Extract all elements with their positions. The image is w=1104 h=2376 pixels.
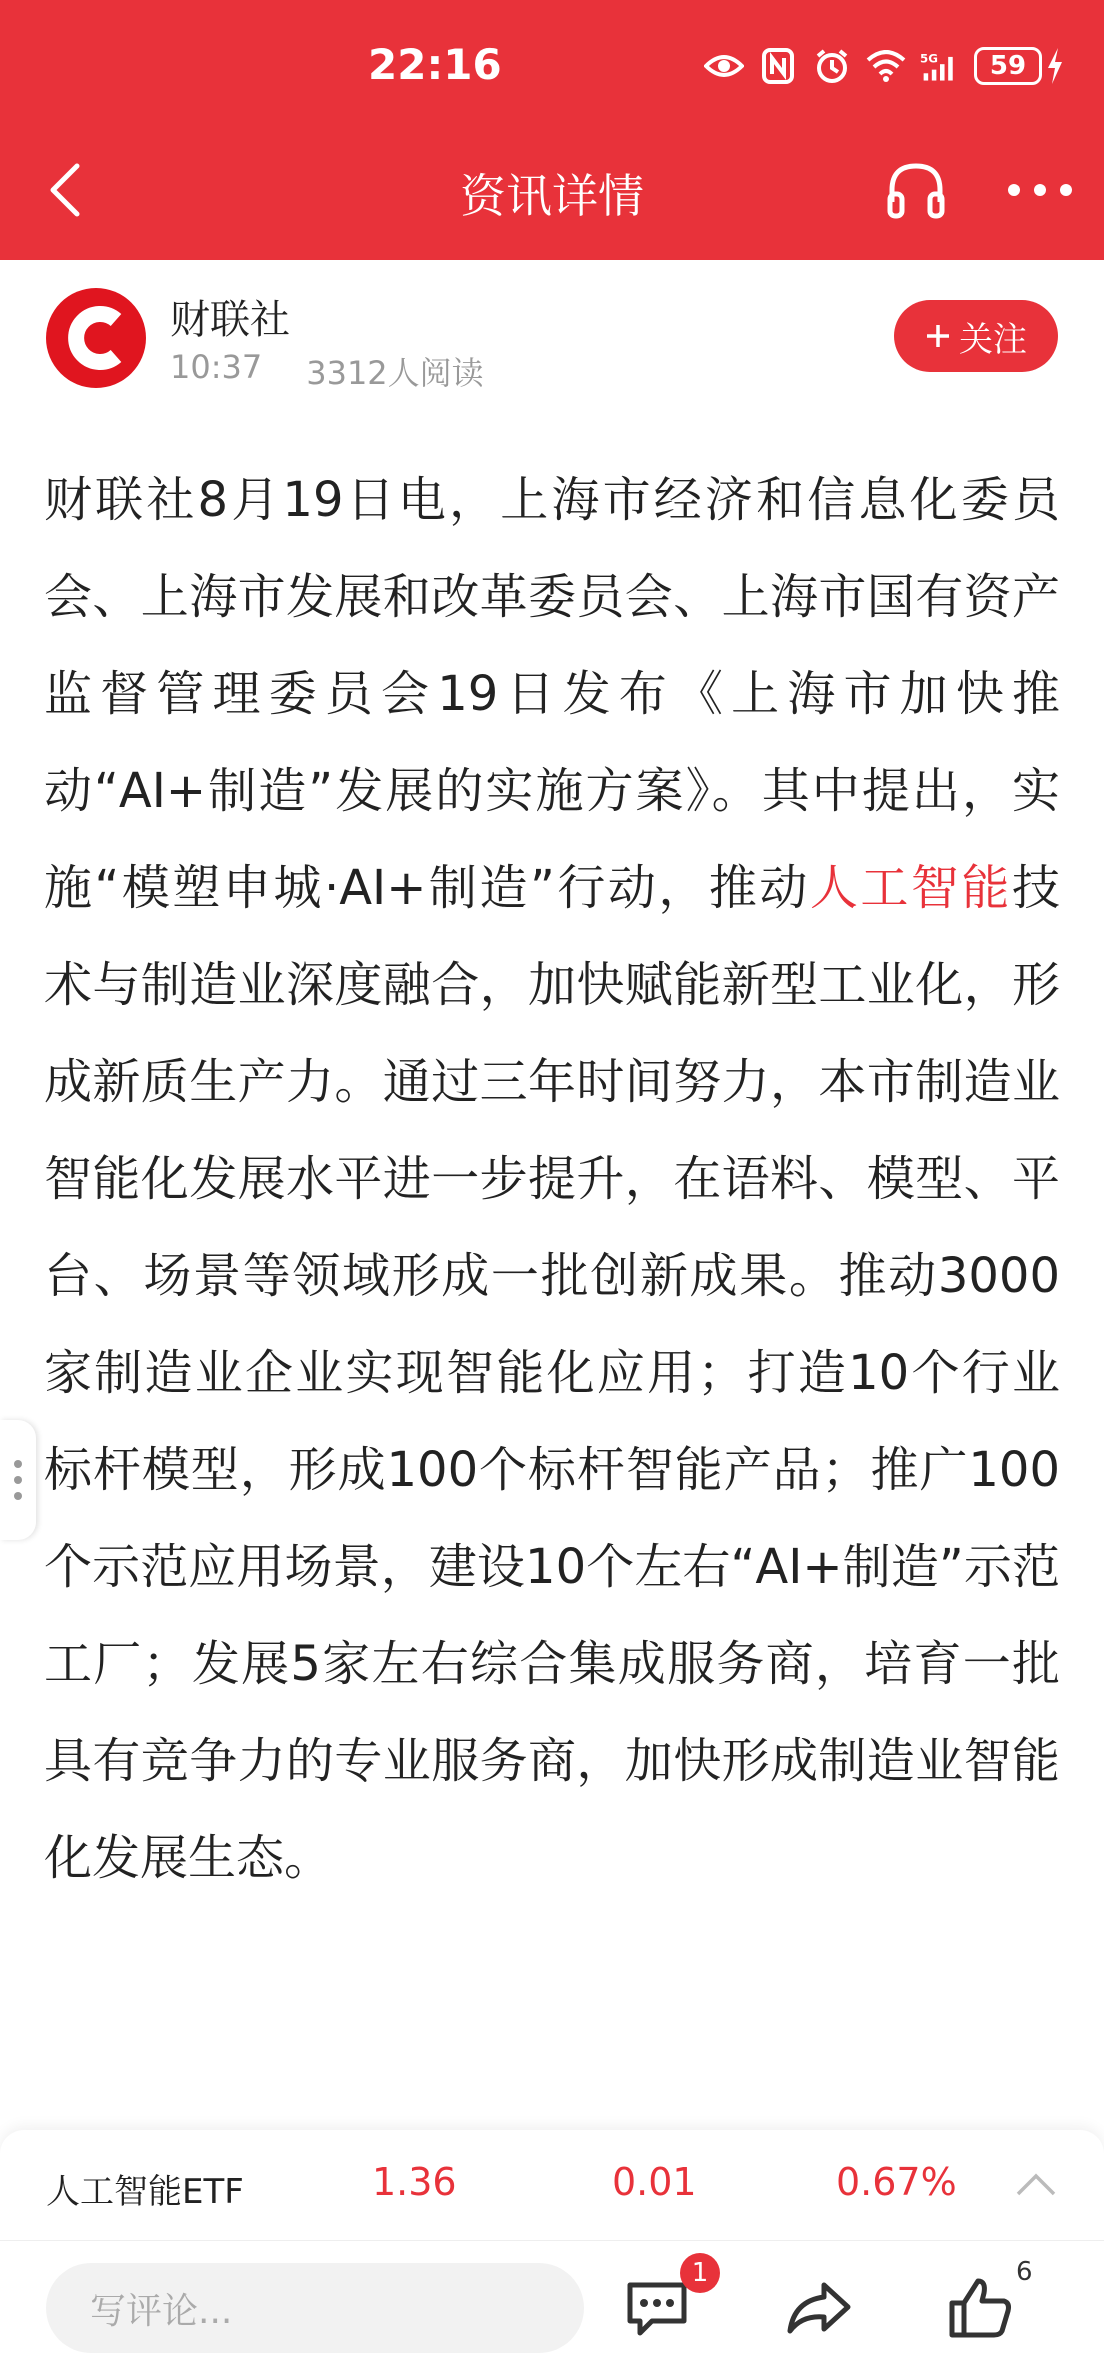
top-bar	[0, 0, 1104, 260]
svg-text:5G: 5G	[920, 51, 938, 66]
5g-signal-icon	[920, 46, 960, 86]
eye-comfort-icon	[704, 46, 744, 86]
etf-quote-bar[interactable]	[0, 2130, 1104, 2240]
status-bar	[0, 0, 1104, 130]
charging-icon	[1046, 48, 1064, 84]
nfc-icon	[758, 46, 798, 86]
author-name[interactable]: 财联社	[170, 297, 290, 343]
share-button[interactable]	[784, 2273, 854, 2343]
status-time: 22:16	[368, 40, 502, 89]
publish-time: 10:37	[170, 348, 263, 386]
article-text-part1: 财联社8月19日电，上海市经济和信息化委员会、上海市发展和改革委员会、上海市国有资产监督管理委员会19日发布《上海市加快推动“AI+制造”发展的实施方案》。其中提出，实施“模塑申城·AI+制造”行动，推动	[44, 472, 1060, 916]
comment-count-badge: 1	[680, 2253, 720, 2293]
thumbs-up-icon	[946, 2273, 1016, 2343]
etf-price: 1.36	[372, 2160, 457, 2204]
expand-quote-button[interactable]	[1014, 2164, 1058, 2204]
like-button[interactable]	[946, 2273, 1016, 2343]
etf-name: 人工智能ETF	[46, 2172, 244, 2212]
stock-topic-link[interactable]: 人工智能	[809, 860, 1012, 916]
share-icon	[784, 2273, 854, 2343]
wifi-icon	[866, 46, 906, 86]
comment-input[interactable]: 写评论...	[46, 2263, 584, 2353]
battery-indicator	[974, 47, 1064, 85]
like-count: 6	[1016, 2257, 1033, 2287]
comment-icon	[622, 2273, 692, 2343]
read-count: 3312人阅读	[306, 354, 484, 392]
cls-logo[interactable]	[44, 286, 148, 390]
author-row	[0, 260, 1104, 420]
author-meta	[170, 348, 484, 394]
side-drawer-handle[interactable]	[0, 1420, 36, 1540]
etf-change-pct: 0.67%	[836, 2160, 957, 2204]
page-title: 资讯详情	[460, 169, 644, 223]
status-icons	[704, 44, 1064, 88]
more-button[interactable]	[1004, 158, 1076, 222]
comments-button[interactable]	[622, 2273, 692, 2343]
follow-label: 关注	[959, 319, 1027, 360]
follow-button[interactable]	[894, 300, 1058, 372]
article-body	[44, 452, 1060, 1907]
battery-level: 59	[974, 47, 1042, 85]
chevron-up-icon	[1014, 2164, 1058, 2204]
alarm-icon	[812, 46, 852, 86]
article-text-part2: 技术与制造业深度融合，加快赋能新型工业化，形成新质生产力。通过三年时间努力，本市制造业智能化发展水平进一步提升，在语料、模型、平台、场景等领域形成一批创新成果。推动3000家制造业企业实现智能化应用；打造10个行业标杆模型，形成100个标杆智能产品；推广100个示范应用场景，建设10个左右“AI+制造”示范工厂；发展5家左右综合集成服务商，培育一批具有竞争力的专业服务商，加快形成制造业智能化发展生态。	[44, 860, 1060, 1886]
etf-change: 0.01	[612, 2160, 697, 2204]
more-dots-icon	[1008, 184, 1020, 196]
headphones-icon	[884, 158, 948, 222]
bottom-action-bar	[0, 2240, 1104, 2376]
nav-row	[0, 130, 1104, 250]
listen-button[interactable]	[884, 158, 948, 222]
plus-icon	[925, 323, 951, 349]
